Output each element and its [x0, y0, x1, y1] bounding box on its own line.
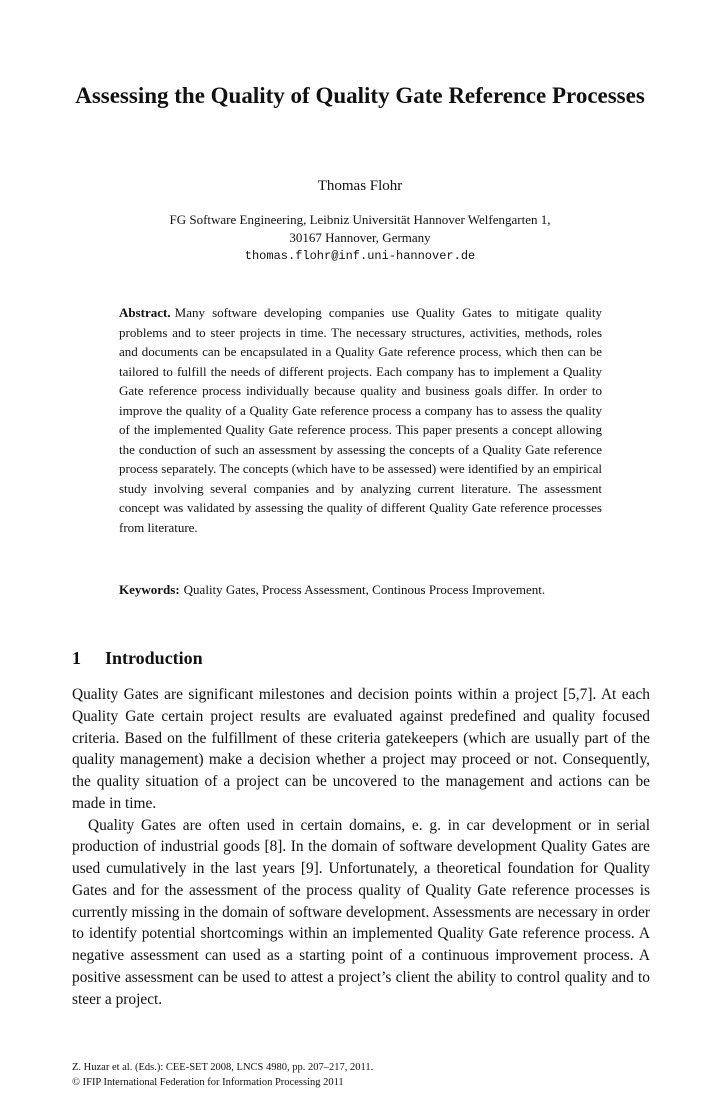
author-affiliation: [60, 211, 660, 265]
section-number: 1: [72, 648, 81, 668]
paper-title: Assessing the Quality of Quality Gate Reference Processes: [75, 83, 645, 108]
author-name: Thomas Flohr: [317, 178, 403, 194]
abstract-label: Abstract.: [119, 305, 171, 320]
keywords: [119, 580, 602, 600]
copyright-footer: [72, 1060, 373, 1090]
body-paragraph: Quality Gates are significant milestones and decision points within a project [5,7]. At each Quality Gate certain project results are evaluated against predefined and quality focused criteria. Based on the fulfillment of these criteria gatekeepers (which are usually part of the quality management) make a decision whether a project may proceed or not. Consequently, the quality situation of a project can be uncovered to the management and actions can be made in time.: [72, 686, 650, 812]
abstract-text: Many software developing companies use Quality Gates to mitigate quality problems and to steer projects in time. The necessary structures, activities, methods, roles and documents can be encapsulated in a Quality Gate reference process, which then can be tailored to fulfill the needs of different projects. Each company has to implement a Quality Gate reference process individually because quality and business goals differ. In order to improve the quality of a Quality Gate reference process a company has to assess the quality of the implemented Quality Gate reference process. This paper presents a concept allowing the conduction of such an assessment by assessing the concepts of a Quality Gate reference process separately. The concepts (which have to be assessed) were identified by an empirical study involving several companies and by analyzing current literature. The assessment concept was validated by assessing the quality of different Quality Gate reference processes from literature.: [119, 305, 602, 535]
section-heading: [72, 646, 203, 670]
footer-copyright: © IFIP International Federation for Information Processing 2011: [72, 1077, 344, 1088]
keywords-label: Keywords:: [119, 582, 180, 597]
affiliation-line-2: 30167 Hannover, Germany: [289, 230, 431, 245]
author-email: thomas.flohr@inf.uni-hannover.de: [244, 249, 476, 263]
footer-citation: Z. Huzar et al. (Eds.): CEE-SET 2008, LNCS 4980, pp. 207–217, 2011.: [72, 1062, 374, 1073]
section-body: [72, 684, 650, 1010]
affiliation-line-1: FG Software Engineering, Leibniz Universität Hannover Welfengarten 1,: [169, 212, 551, 227]
section-title: Introduction: [105, 648, 203, 668]
abstract: [119, 303, 602, 537]
keywords-text: Quality Gates, Process Assessment, Continous Process Improvement.: [183, 582, 546, 597]
body-paragraph: Quality Gates are often used in certain domains, e. g. in car development or in serial production of industrial goods [8]. In the domain of software development Quality Gates are used cumulatively in the last years [9]. Unfortunately, a theoretical foundation for Quality Gates and for the assessment of the process quality of Quality Gate reference processes is currently missing in the domain of software development. Assessments are necessary in order to identify potential shortcomings within an implemented Quality Gate reference process. A negative assessment can used as a starting point of a continuous improvement process. A positive assessment can be used to attest a project’s client the ability to control quality and to steer a project.: [72, 816, 650, 1008]
